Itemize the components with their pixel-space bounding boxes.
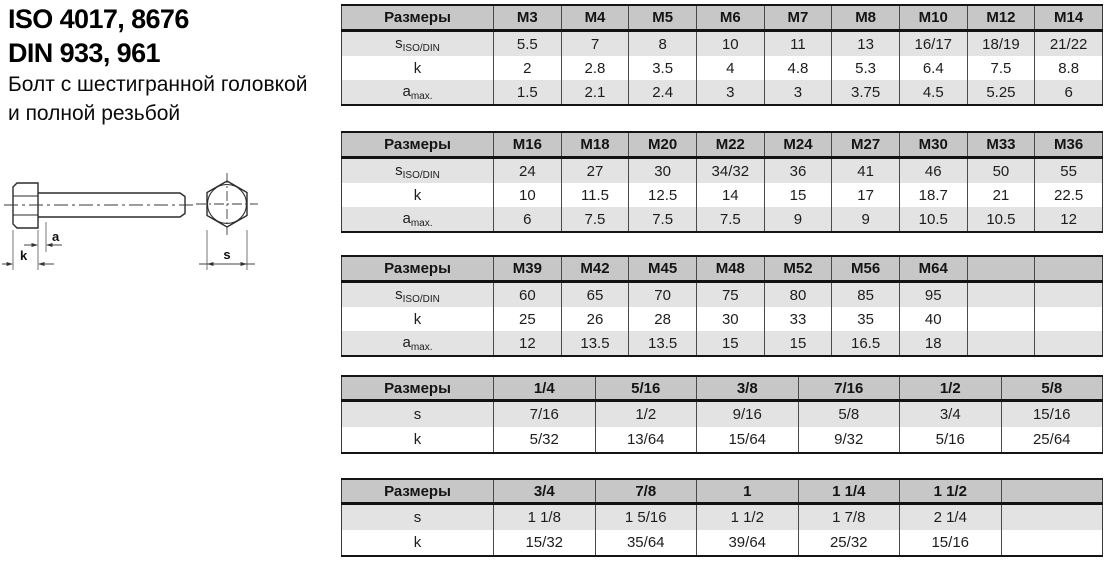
table-header-row (342, 5, 1103, 31)
size-column-header: M10 (899, 5, 967, 31)
empty-cell (1001, 530, 1103, 556)
dimension-value-cell: 3.75 (832, 80, 900, 105)
dimension-value-cell: 15/16 (900, 530, 1002, 556)
row-label: $s_{ISO/DIN}$ (342, 31, 494, 57)
table-row (342, 307, 1103, 331)
row-label: $a_{max.}$ (342, 80, 494, 105)
size-column-header: M7 (764, 5, 832, 31)
dimension-value-cell: 39/64 (697, 530, 799, 556)
size-column-header: M14 (1035, 5, 1103, 31)
dimension-value-cell: 7/16 (494, 401, 596, 428)
table-row (342, 530, 1103, 556)
dimension-value-cell: 13/64 (595, 427, 697, 453)
table-header-label: Размеры (342, 376, 494, 401)
iso-standard-title: ISO 4017, 8676 (8, 4, 189, 34)
dimension-value-cell: 1 7/8 (798, 504, 900, 531)
dimension-value-cell: 11 (764, 31, 832, 57)
dimension-table-2 (341, 131, 1103, 233)
dimension-value-cell: 35 (832, 307, 900, 331)
dimension-value-cell: 13.5 (561, 331, 629, 356)
dimension-value-cell: 8 (629, 31, 697, 57)
din-standard-title: DIN 933, 961 (8, 38, 160, 68)
row-label: $a_{max.}$ (342, 207, 494, 232)
dimension-value-cell: 5/32 (494, 427, 596, 453)
size-column-header: M4 (561, 5, 629, 31)
dimension-table-3 (341, 255, 1103, 357)
dimension-value-cell: 25/32 (798, 530, 900, 556)
row-label-subscript: max. (410, 90, 433, 102)
dimension-value-cell: 1 1/8 (494, 504, 596, 531)
dimension-value-cell: 22.5 (1035, 183, 1103, 207)
dim-a-label: a (52, 229, 60, 244)
bolt-head-facet-lines (13, 196, 38, 215)
dimension-value-cell: 2.8 (561, 56, 629, 80)
dimension-value-cell: 21/22 (1035, 31, 1103, 57)
dimension-value-cell: 9 (764, 207, 832, 232)
dimension-value-cell: 4.5 (899, 80, 967, 105)
row-label: $s_{ISO/DIN}$ (342, 282, 494, 308)
dimension-value-cell: 35/64 (595, 530, 697, 556)
table-row (342, 158, 1103, 184)
title-block (8, 2, 307, 128)
table-header-row (342, 479, 1103, 504)
dimension-value-cell: 10 (494, 183, 562, 207)
size-column-header: M52 (764, 256, 832, 282)
dimension-table-4 (341, 375, 1103, 454)
dimension-value-cell: 13.5 (629, 331, 697, 356)
size-column-header: M22 (696, 132, 764, 158)
table-row (342, 56, 1103, 80)
product-description-line1: Болт с шестигранной головкой (8, 73, 308, 96)
dimension-value-cell: 4 (696, 56, 764, 80)
dim-k-arrow-left (38, 262, 45, 266)
dimension-value-cell: 65 (561, 282, 629, 308)
table-header-label: Размеры (342, 256, 494, 282)
dimension-value-cell: 9/32 (798, 427, 900, 453)
empty-cell (1001, 504, 1103, 531)
dimension-value-cell: 27 (561, 158, 629, 184)
bolt-head-side-outline (13, 183, 38, 228)
dimension-value-cell: 9/16 (697, 401, 799, 428)
dimension-value-cell: 16/17 (899, 31, 967, 57)
dimension-value-cell: 15/64 (697, 427, 799, 453)
dimension-value-cell: 3/4 (900, 401, 1002, 428)
dimension-value-cell: 17 (832, 183, 900, 207)
table-row (342, 183, 1103, 207)
dimension-value-cell: 28 (629, 307, 697, 331)
row-label-subscript: ISO/DIN (402, 169, 440, 181)
row-label-subscript: max. (410, 341, 433, 353)
size-column-header: M42 (561, 256, 629, 282)
empty-cell (1035, 331, 1103, 356)
dimension-value-cell: 15 (696, 331, 764, 356)
size-column-header: M8 (832, 5, 900, 31)
dimension-value-cell: 1 1/2 (697, 504, 799, 531)
dimension-value-cell: 13 (832, 31, 900, 57)
empty-column-header (1035, 256, 1103, 282)
dimension-value-cell: 21 (967, 183, 1035, 207)
size-column-header: M30 (899, 132, 967, 158)
dimension-value-cell: 6.4 (899, 56, 967, 80)
dimension-value-cell: 7.5 (629, 207, 697, 232)
product-description-line2: и полной резьбой (8, 102, 181, 125)
dimension-value-cell: 55 (1035, 158, 1103, 184)
empty-cell (1035, 282, 1103, 308)
dim-s-arrow-right (241, 262, 248, 266)
dimension-value-cell: 12.5 (629, 183, 697, 207)
dimension-value-cell: 2.4 (629, 80, 697, 105)
table-header-row (342, 376, 1103, 401)
row-label: s (342, 504, 494, 531)
dimension-value-cell: 2.1 (561, 80, 629, 105)
dimension-value-cell: 24 (494, 158, 562, 184)
size-column-header: 5/16 (595, 376, 697, 401)
dim-k-label: k (20, 248, 28, 263)
dimension-value-cell: 1 5/16 (595, 504, 697, 531)
table-header-label: Размеры (342, 132, 494, 158)
dimension-value-cell: 15 (764, 183, 832, 207)
dimension-value-cell: 6 (494, 207, 562, 232)
size-column-header: M64 (899, 256, 967, 282)
dimension-value-cell: 14 (696, 183, 764, 207)
dim-k-arrow-right (7, 262, 14, 266)
table-row (342, 31, 1103, 57)
dimension-value-cell: 30 (629, 158, 697, 184)
row-label-subscript: max. (410, 217, 433, 229)
dimension-value-cell: 50 (967, 158, 1035, 184)
empty-cell (967, 307, 1035, 331)
table-row (342, 401, 1103, 428)
table-row (342, 427, 1103, 453)
size-column-header: M12 (967, 5, 1035, 31)
dimension-value-cell: 3 (764, 80, 832, 105)
dimension-table-1 (341, 4, 1103, 106)
dimension-value-cell: 5/16 (900, 427, 1002, 453)
table-row (342, 504, 1103, 531)
dimension-value-cell: 18/19 (967, 31, 1035, 57)
size-column-header: M27 (832, 132, 900, 158)
table-row (342, 80, 1103, 105)
dimension-value-cell: 11.5 (561, 183, 629, 207)
dimension-value-cell: 36 (764, 158, 832, 184)
empty-cell (967, 282, 1035, 308)
row-label: k (342, 307, 494, 331)
dimension-value-cell: 7.5 (967, 56, 1035, 80)
dimension-value-cell: 26 (561, 307, 629, 331)
dimension-value-cell: 60 (494, 282, 562, 308)
dimension-value-cell: 1/2 (595, 401, 697, 428)
size-column-header: 7/8 (595, 479, 697, 504)
size-column-header: 1 (697, 479, 799, 504)
dimension-value-cell: 5.5 (494, 31, 562, 57)
size-column-header: M3 (494, 5, 562, 31)
dimension-value-cell: 5.3 (832, 56, 900, 80)
row-label: $s_{ISO/DIN}$ (342, 158, 494, 184)
empty-column-header (967, 256, 1035, 282)
size-column-header: M16 (494, 132, 562, 158)
row-label: k (342, 183, 494, 207)
dimension-value-cell: 75 (696, 282, 764, 308)
dimension-value-cell: 6 (1035, 80, 1103, 105)
size-column-header: M39 (494, 256, 562, 282)
dimension-value-cell: 5/8 (798, 401, 900, 428)
dimension-value-cell: 85 (832, 282, 900, 308)
dimension-value-cell: 7.5 (561, 207, 629, 232)
size-column-header: 5/8 (1001, 376, 1103, 401)
dim-a-arrow-right (32, 243, 39, 247)
dimension-value-cell: 40 (899, 307, 967, 331)
dimension-value-cell: 3 (696, 80, 764, 105)
size-column-header: 3/4 (494, 479, 596, 504)
dimension-value-cell: 70 (629, 282, 697, 308)
table-row (342, 282, 1103, 308)
table-row (342, 331, 1103, 356)
empty-column-header (1001, 479, 1103, 504)
size-column-header: 1 1/4 (798, 479, 900, 504)
dimension-value-cell: 12 (1035, 207, 1103, 232)
dimension-table-5 (341, 478, 1103, 557)
dimension-value-cell: 7 (561, 31, 629, 57)
dimension-value-cell: 10.5 (967, 207, 1035, 232)
size-column-header: 1/2 (900, 376, 1002, 401)
dimension-value-cell: 3.5 (629, 56, 697, 80)
dimension-value-cell: 2 1/4 (900, 504, 1002, 531)
size-column-header: 7/16 (798, 376, 900, 401)
size-column-header: M33 (967, 132, 1035, 158)
row-label: s (342, 401, 494, 428)
dim-s-label: s (223, 247, 231, 262)
dimension-value-cell: 34/32 (696, 158, 764, 184)
size-column-header: M24 (764, 132, 832, 158)
table-header-row (342, 256, 1103, 282)
dimension-value-cell: 15/16 (1001, 401, 1103, 428)
dimension-value-cell: 95 (899, 282, 967, 308)
row-label: $a_{max.}$ (342, 331, 494, 356)
table-header-label: Размеры (342, 5, 494, 31)
dimension-value-cell: 8.8 (1035, 56, 1103, 80)
dimension-value-cell: 33 (764, 307, 832, 331)
size-column-header: M18 (561, 132, 629, 158)
empty-cell (967, 331, 1035, 356)
size-column-header: M56 (832, 256, 900, 282)
dimension-value-cell: 30 (696, 307, 764, 331)
empty-cell (1035, 307, 1103, 331)
dimension-value-cell: 12 (494, 331, 562, 356)
dimension-value-cell: 2 (494, 56, 562, 80)
size-column-header: 1 1/2 (900, 479, 1002, 504)
row-label: k (342, 56, 494, 80)
dimension-value-cell: 10.5 (899, 207, 967, 232)
size-column-header: M45 (629, 256, 697, 282)
dimension-value-cell: 46 (899, 158, 967, 184)
size-column-header: 3/8 (697, 376, 799, 401)
size-column-header: M6 (696, 5, 764, 31)
dimension-value-cell: 1.5 (494, 80, 562, 105)
dimension-value-cell: 9 (832, 207, 900, 232)
dimension-value-cell: 25 (494, 307, 562, 331)
dimension-value-cell: 10 (696, 31, 764, 57)
table-header-row (342, 132, 1103, 158)
row-label-subscript: ISO/DIN (402, 293, 440, 305)
dimension-value-cell: 18.7 (899, 183, 967, 207)
dimension-value-cell: 7.5 (696, 207, 764, 232)
row-label: k (342, 530, 494, 556)
dimension-value-cell: 16.5 (832, 331, 900, 356)
dimension-value-cell: 25/64 (1001, 427, 1103, 453)
size-column-header: 1/4 (494, 376, 596, 401)
dim-s-arrow-left (207, 262, 214, 266)
dimension-value-cell: 4.8 (764, 56, 832, 80)
size-column-header: M20 (629, 132, 697, 158)
row-label-subscript: ISO/DIN (402, 42, 440, 54)
size-column-header: M48 (696, 256, 764, 282)
side-view-extension-lines (13, 222, 46, 270)
bolt-technical-drawing (0, 160, 290, 296)
table-row (342, 207, 1103, 232)
dimension-value-cell: 80 (764, 282, 832, 308)
row-label: k (342, 427, 494, 453)
dimension-value-cell: 5.25 (967, 80, 1035, 105)
size-column-header: M36 (1035, 132, 1103, 158)
dimension-value-cell: 41 (832, 158, 900, 184)
dimension-value-cell: 18 (899, 331, 967, 356)
size-column-header: M5 (629, 5, 697, 31)
dimension-value-cell: 15 (764, 331, 832, 356)
table-header-label: Размеры (342, 479, 494, 504)
dimension-value-cell: 15/32 (494, 530, 596, 556)
